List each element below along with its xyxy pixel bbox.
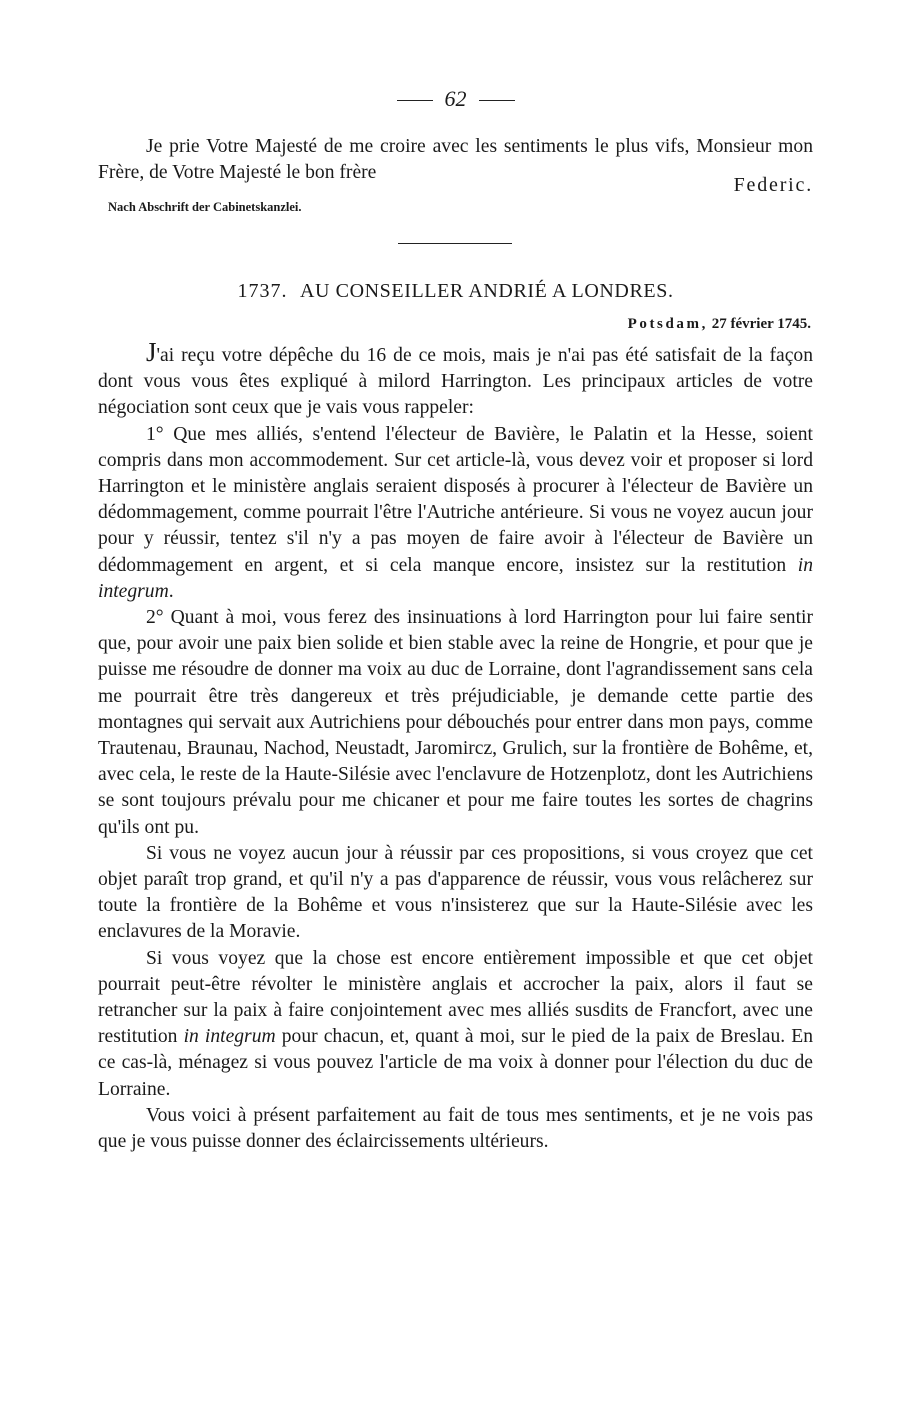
letter-title: AU CONSEILLER ANDRIÉ A LONDRES.	[299, 280, 674, 302]
closing-paragraph	[98, 134, 813, 186]
letter-heading	[98, 280, 813, 303]
paragraph-2	[98, 422, 813, 605]
paragraph-4	[98, 841, 813, 946]
letter-body	[98, 337, 814, 1155]
paragraph-5	[98, 946, 813, 1103]
dateline-date: 27 février 1745.	[711, 316, 811, 332]
paragraph-6-text: Vous voici à présent parfaitement au fait de tous mes sentiments, et je ne vois pas que je vous puisse donner des éclaircissements ultérieurs.	[98, 1104, 813, 1153]
page-number-text: 62	[444, 86, 467, 111]
paragraph-4-text: Si vous ne voyez aucun jour à réussir par ces propositions, si vous croyez que cet objet paraît trop grand, et qu'il n'y a pas d'apparence de réussir, vous vous relâcherez sur toute la frontière de la Bohême et vous n'insisterez que sur la Haute-Silésie avec les enclavures de la Moravie.	[98, 842, 813, 943]
page-number-dash-left	[397, 100, 433, 101]
paragraph-3	[98, 605, 813, 841]
page-number	[98, 86, 813, 112]
paragraph-2-after: .	[168, 580, 174, 602]
dateline-place: Potsdam,	[627, 316, 708, 332]
page-number-dash-right	[479, 100, 515, 101]
paragraph-2-text: 1° Que mes alliés, s'entend l'électeur de Bavière, le Palatin et la Hesse, soient compris dans mon accommodement. Sur cet article-là, vous devez voir et proposer si lord Harrington et le ministère anglais seraient disposés à procurer à l'électeur de Bavière un dédommagement, comme pourrait l'être l'Autriche antérieure. Si vous ne voyez aucun jour pour y réussir, tentez s'il n'y a pas moyen de faire avoir à l'électeur de Bavière un dédommagement en argent, et si cela manque encore, insistez sur la restitution	[98, 423, 813, 576]
drop-cap: J	[146, 337, 157, 367]
paragraph-3-text: 2° Quant à moi, vous ferez des insinuations à lord Harrington pour lui faire sentir que, pour avoir une paix bien solide et bien stable avec la reine de Hongrie, et pour que je puisse me résoudre de donner ma voix au duc de Lorraine, dont l'agrandissement sans cela me pourrait être très dangereux et très préjudiciable, je demande cette partie des montagnes qui servait aux Autrichiens pour débouchés pour entrer dans mon pays, comme Trautenau, Braunau, Nachod, Neustadt, Jaromircz, Grulich, sur la frontière de Bohême, et, avec cela, le reste de la Haute-Silésie avec l'enclavure de Hotzenplotz, dont les Autrichiens se sont toujours prévalu pour me chicaner et pour me faire toutes les sortes de chagrins qu'ils ont pu.	[98, 607, 813, 838]
paragraph-1	[98, 337, 813, 422]
dateline	[628, 316, 811, 333]
letter-number: 1737.	[237, 280, 288, 302]
paragraph-2-italic: in integrum	[98, 554, 813, 602]
paragraph-5-after: pour chacun, et, quant à moi, sur le pied de la paix de Breslau. En ce cas-là, ménagez si vous pouvez l'article de ma voix à donner pour l'élection du duc de Lorraine.	[98, 1026, 814, 1100]
signature: Federic.	[733, 174, 813, 196]
closing-text: Je prie Votre Majesté de me croire avec les sentiments le plus vifs, Monsieur mon Frère, de Votre Majesté le bon frère	[98, 136, 813, 184]
paragraph-1-text: 'ai reçu votre dépêche du 16 de ce mois, mais je n'ai pas été satisfait de la façon dont vous vous êtes expliqué à milord Harrington. Les principaux articles de votre négociation sont ceux que je vais vous rappeler:	[98, 345, 813, 419]
paragraph-5-text: Si vous voyez que la chose est encore entièrement impossible et que cet objet pourrait peut-être révolter le ministère anglais et accrocher la paix, alors il faut se retrancher sur la paix à faire conjointement avec mes alliés susdits de Francfort, avec une restitution	[98, 947, 813, 1048]
source-note: Nach Abschrift der Cabinetskanzlei.	[108, 200, 302, 214]
section-divider	[398, 243, 512, 244]
paragraph-6	[98, 1103, 813, 1155]
paragraph-5-italic: in integrum	[183, 1026, 276, 1048]
